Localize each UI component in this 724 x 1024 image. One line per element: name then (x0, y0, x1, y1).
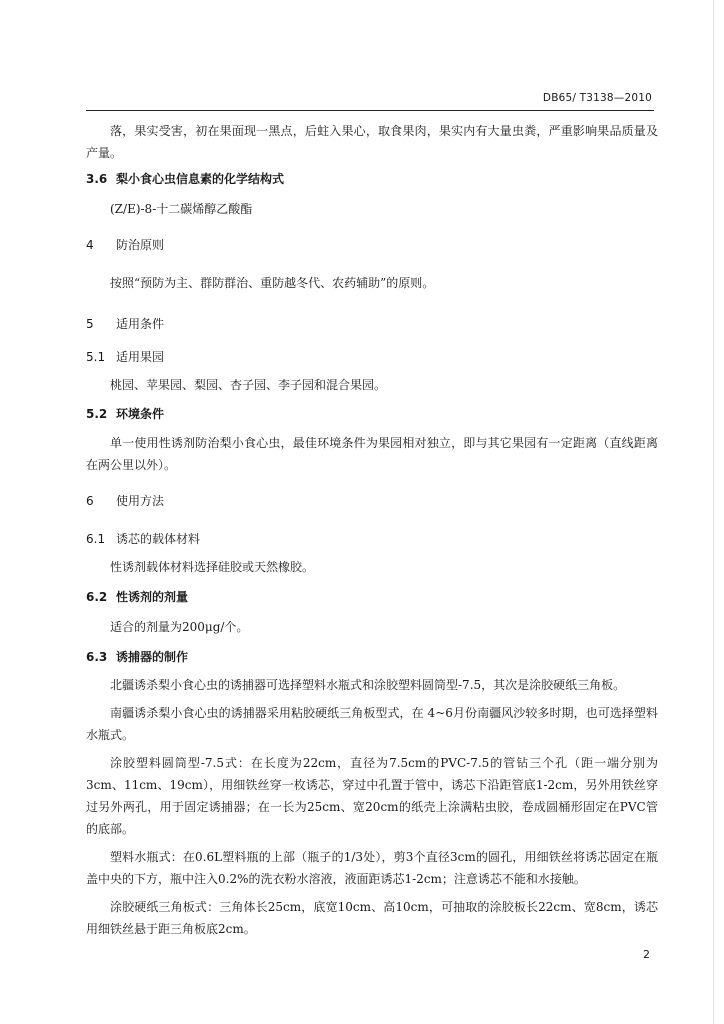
heading-6-2 (86, 588, 658, 606)
paragraph-6-3-bottle: 塑料水瓶式：在0.6L塑料瓶的上部（瓶子的1/3处），剪3个直径3cm的圆孔，用细铁丝将诱芯固定在瓶盖中央的下方，瓶中注入0.2%的洗衣粉水溶液，液面距诱芯1-2cm；注意诱芯不能和水接触。 (86, 850, 658, 886)
heading-title: 使用方法 (116, 494, 165, 508)
heading-title: 梨小食心虫信息素的化学结构式 (116, 172, 285, 186)
heading-title: 性诱剂的剂量 (116, 590, 189, 604)
heading-number: 6.2 (86, 590, 108, 604)
heading-5-2 (86, 405, 658, 423)
page-number: 2 (643, 948, 650, 961)
standard-code: DB65/ T3138—2010 (542, 92, 652, 104)
paragraph-4: 按照“预防为主、群防群治、重防越冬代、农药辅助”的原则。 (110, 276, 435, 290)
heading-number: 6.1 (86, 532, 106, 546)
heading-title: 适用条件 (116, 317, 165, 331)
paragraph-intro: 落，果实受害，初在果面现一黑点，后蛀入果心，取食果肉，果实内有大量虫粪，严重影响果品质量及产量。 (86, 124, 658, 160)
paragraph-6-3-north: 北疆诱杀梨小食心虫的诱捕器可选择塑料水瓶式和涂胶塑料圆筒型-7.5，其次是涂胶硬纸三角板。 (110, 678, 626, 692)
heading-4 (86, 236, 658, 254)
heading-6-1 (86, 530, 658, 548)
heading-6 (86, 492, 658, 510)
heading-5-1 (86, 348, 658, 366)
heading-number: 4 (86, 238, 94, 252)
heading-number: 5 (86, 317, 94, 331)
heading-3-6 (86, 170, 658, 188)
heading-title: 环境条件 (116, 407, 165, 421)
heading-title: 诱捕器的制作 (116, 650, 189, 664)
heading-5 (86, 315, 658, 333)
paragraph-3-6: (Z/E)-8-十二碳烯醇乙酸酯 (110, 202, 253, 216)
heading-number: 5.2 (86, 407, 108, 421)
heading-title: 诱芯的载体材料 (116, 532, 201, 546)
paragraph-6-3-south: 南疆诱杀梨小食心虫的诱捕器采用粘胶硬纸三角板型式，在 4~6月份南疆风沙较多时期，也可选择塑料水瓶式。 (86, 706, 658, 742)
paragraph-6-2: 适合的剂量为200μg/个。 (110, 620, 249, 634)
header-rule (86, 110, 654, 111)
paragraph-5-2: 单一使用性诱剂防治梨小食心虫，最佳环境条件为果园相对独立，即与其它果园有一定距离（直线距离在两公里以外）。 (86, 436, 658, 472)
paragraph-6-3-triangle: 涂胶硬纸三角板式：三角体长25cm，底宽10cm、高10cm，可抽取的涂胶板长22cm、宽8cm，诱芯用细铁丝悬于距三角板底2cm。 (86, 900, 658, 936)
heading-number: 3.6 (86, 172, 108, 186)
heading-title: 防治原则 (116, 238, 165, 252)
heading-number: 6 (86, 494, 94, 508)
heading-number: 6.3 (86, 650, 108, 664)
scan-edge-line (713, 0, 714, 1024)
paragraph-6-3-cylinder: 涂胶塑料圆筒型-7.5式：在长度为22cm，直径为7.5cm的PVC-7.5的管钻三个孔（距一端分别为3cm、11cm、19cm），用细铁丝穿一枚诱芯，穿过中孔置于管中，诱芯下沿距管底1-2cm，另外用铁丝穿过另外两孔，用于固定诱捕器；在一长为25cm、宽20cm的纸壳上涂满粘虫胶，卷成圆桶形固定在PVC管的底部。 (86, 756, 658, 836)
heading-title: 适用果园 (116, 350, 165, 364)
paragraph-5-1: 桃园、苹果园、梨园、杏子园、李子园和混合果园。 (110, 378, 387, 392)
paragraph-6-1: 性诱剂载体材料选择硅胶或天然橡胶。 (110, 560, 315, 574)
heading-number: 5.1 (86, 350, 106, 364)
heading-6-3 (86, 648, 658, 666)
